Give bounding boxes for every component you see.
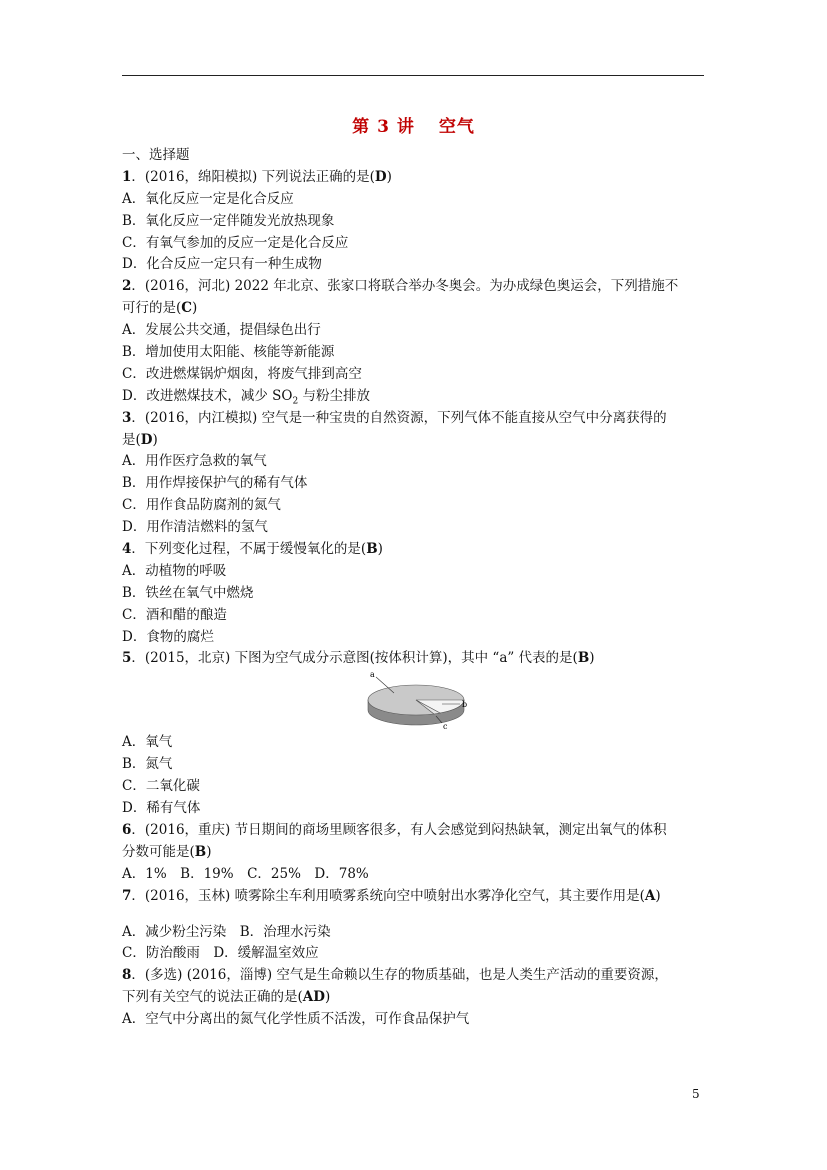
option: C．用作食品防腐剂的氮气 (122, 497, 281, 514)
answer: D (140, 431, 153, 448)
question-number: 5 (122, 650, 132, 667)
bracket: ) (152, 431, 158, 448)
bracket: ) (206, 843, 212, 860)
page-number: 5 (692, 1087, 700, 1101)
lecture-number: 第 3 讲 (352, 117, 415, 137)
question-text: 是( (122, 431, 141, 448)
header-rule (122, 75, 704, 76)
section-heading: 一、选择题 (122, 147, 190, 163)
bracket: ) (377, 541, 383, 558)
question-text: 分数可能是( (122, 843, 195, 860)
option: B．氮气 (122, 756, 173, 773)
label-b: b (462, 700, 468, 710)
lecture-topic: 空气 (438, 117, 475, 137)
question-text: ．(2016，玉林) 喷雾除尘车利用喷雾系统向空中喷射出水雾净化空气，其主要作用是( (131, 887, 645, 904)
question-8-stem-cont (122, 987, 712, 1009)
option: C．酒和醋的酿造 (122, 606, 227, 623)
option (122, 386, 712, 408)
question-text: 可行的是( (122, 300, 182, 317)
option: A．发展公共交通，提倡绿色出行 (122, 322, 321, 339)
question-text: ．(多选) (2016，淄博) 空气是生命赖以生存的物质基础，也是人类生产活动的重要资源， (131, 967, 668, 984)
question-8-stem (122, 965, 712, 987)
question-number: 2 (122, 278, 132, 295)
spacer (122, 908, 712, 922)
option: B．氧化反应一定伴随发光放热现象 (122, 212, 335, 229)
bracket: ) (324, 989, 331, 1006)
question-2-stem (122, 276, 712, 298)
option-text: D．改进燃煤技术，减少 SO (122, 387, 293, 404)
question-1-stem (122, 167, 712, 189)
question-7-stem (122, 886, 712, 908)
answer: B (577, 650, 590, 667)
question-number: 6 (122, 821, 132, 838)
question-number: 4 (122, 541, 132, 558)
option: D．化合反应一定只有一种生成物 (122, 256, 322, 273)
option: D．食物的腐烂 (122, 628, 214, 645)
answer: B (366, 541, 378, 558)
question-number: 1 (122, 168, 132, 185)
question-2-stem-cont (122, 298, 712, 320)
option: D．用作清洁燃料的氢气 (122, 519, 268, 536)
option: B．铁丝在氧气中燃烧 (122, 584, 254, 601)
answer: C (181, 300, 193, 317)
bracket: ) (589, 650, 595, 667)
bracket: ) (655, 887, 661, 904)
question-text: ．(2016，绵阳模拟) 下列说法正确的是( (131, 168, 375, 185)
question-6-stem-cont (122, 842, 712, 864)
option: D．稀有气体 (122, 800, 201, 817)
page-title (0, 112, 827, 137)
answer: A (644, 887, 656, 904)
option-row: A．1% B．19% C．25% D．78% (122, 865, 369, 882)
option: B．增加使用太阳能、核能等新能源 (122, 344, 335, 361)
question-3-stem-cont (122, 430, 712, 452)
question-text: ．(2015，北京) 下图为空气成分示意图(按体积计算)，其中 “a” 代表的是( (131, 650, 578, 667)
option-text: 与粉尘排放 (298, 387, 370, 404)
question-5-stem (122, 648, 712, 670)
label-c: c (443, 722, 448, 731)
option: C．有氧气参加的反应一定是化合反应 (122, 234, 349, 251)
pie-diagram (362, 670, 472, 730)
option: B．用作焊接保护气的稀有气体 (122, 475, 308, 492)
option: A．动植物的呼吸 (122, 562, 227, 579)
question-text: ．(2016，重庆) 节日期间的商场里顾客很多，有人会感觉到闷热缺氧，测定出氧气的体积 (131, 821, 667, 838)
question-text: ．(2016，内江模拟) 空气是一种宝贵的自然资源，下列气体不能直接从空气中分离获得的 (131, 409, 667, 426)
label-a: a (370, 670, 375, 680)
option-row: C．防治酸雨 D．缓解温室效应 (122, 945, 319, 962)
question-text: ．下列变化过程，不属于缓慢氧化的是( (131, 541, 367, 558)
option: A．空气中分离出的氮气化学性质不活泼，可作食品保护气 (122, 1011, 470, 1028)
question-text: 下列有关空气的说法正确的是( (122, 989, 303, 1006)
question-number: 8 (122, 967, 132, 984)
question-text: ．(2016，河北) 2022 年北京、张家口将联合举办冬奥会。为办成绿色奥运会，下列措施不 (131, 278, 679, 295)
question-6-stem (122, 820, 712, 842)
option-row: A．减少粉尘污染 B．治理水污染 (122, 923, 331, 940)
bracket: ) (386, 168, 392, 185)
answer: AD (302, 989, 325, 1006)
answer: D (374, 168, 387, 185)
option: C．改进燃煤锅炉烟囱，将废气排到高空 (122, 365, 362, 382)
option: A．用作医疗急救的氧气 (122, 453, 267, 470)
question-4-stem (122, 539, 712, 561)
question-list (122, 145, 712, 1031)
option: A．氧化反应一定是化合反应 (122, 190, 294, 207)
subscript: 2 (292, 396, 299, 407)
question-3-stem (122, 408, 712, 430)
option: C．二氧化碳 (122, 778, 200, 795)
air-composition-figure (122, 670, 712, 732)
question-number: 3 (122, 409, 132, 426)
question-number: 7 (122, 887, 132, 904)
option: A．氧气 (122, 734, 173, 751)
bracket: ) (192, 300, 198, 317)
answer: B (194, 843, 207, 860)
